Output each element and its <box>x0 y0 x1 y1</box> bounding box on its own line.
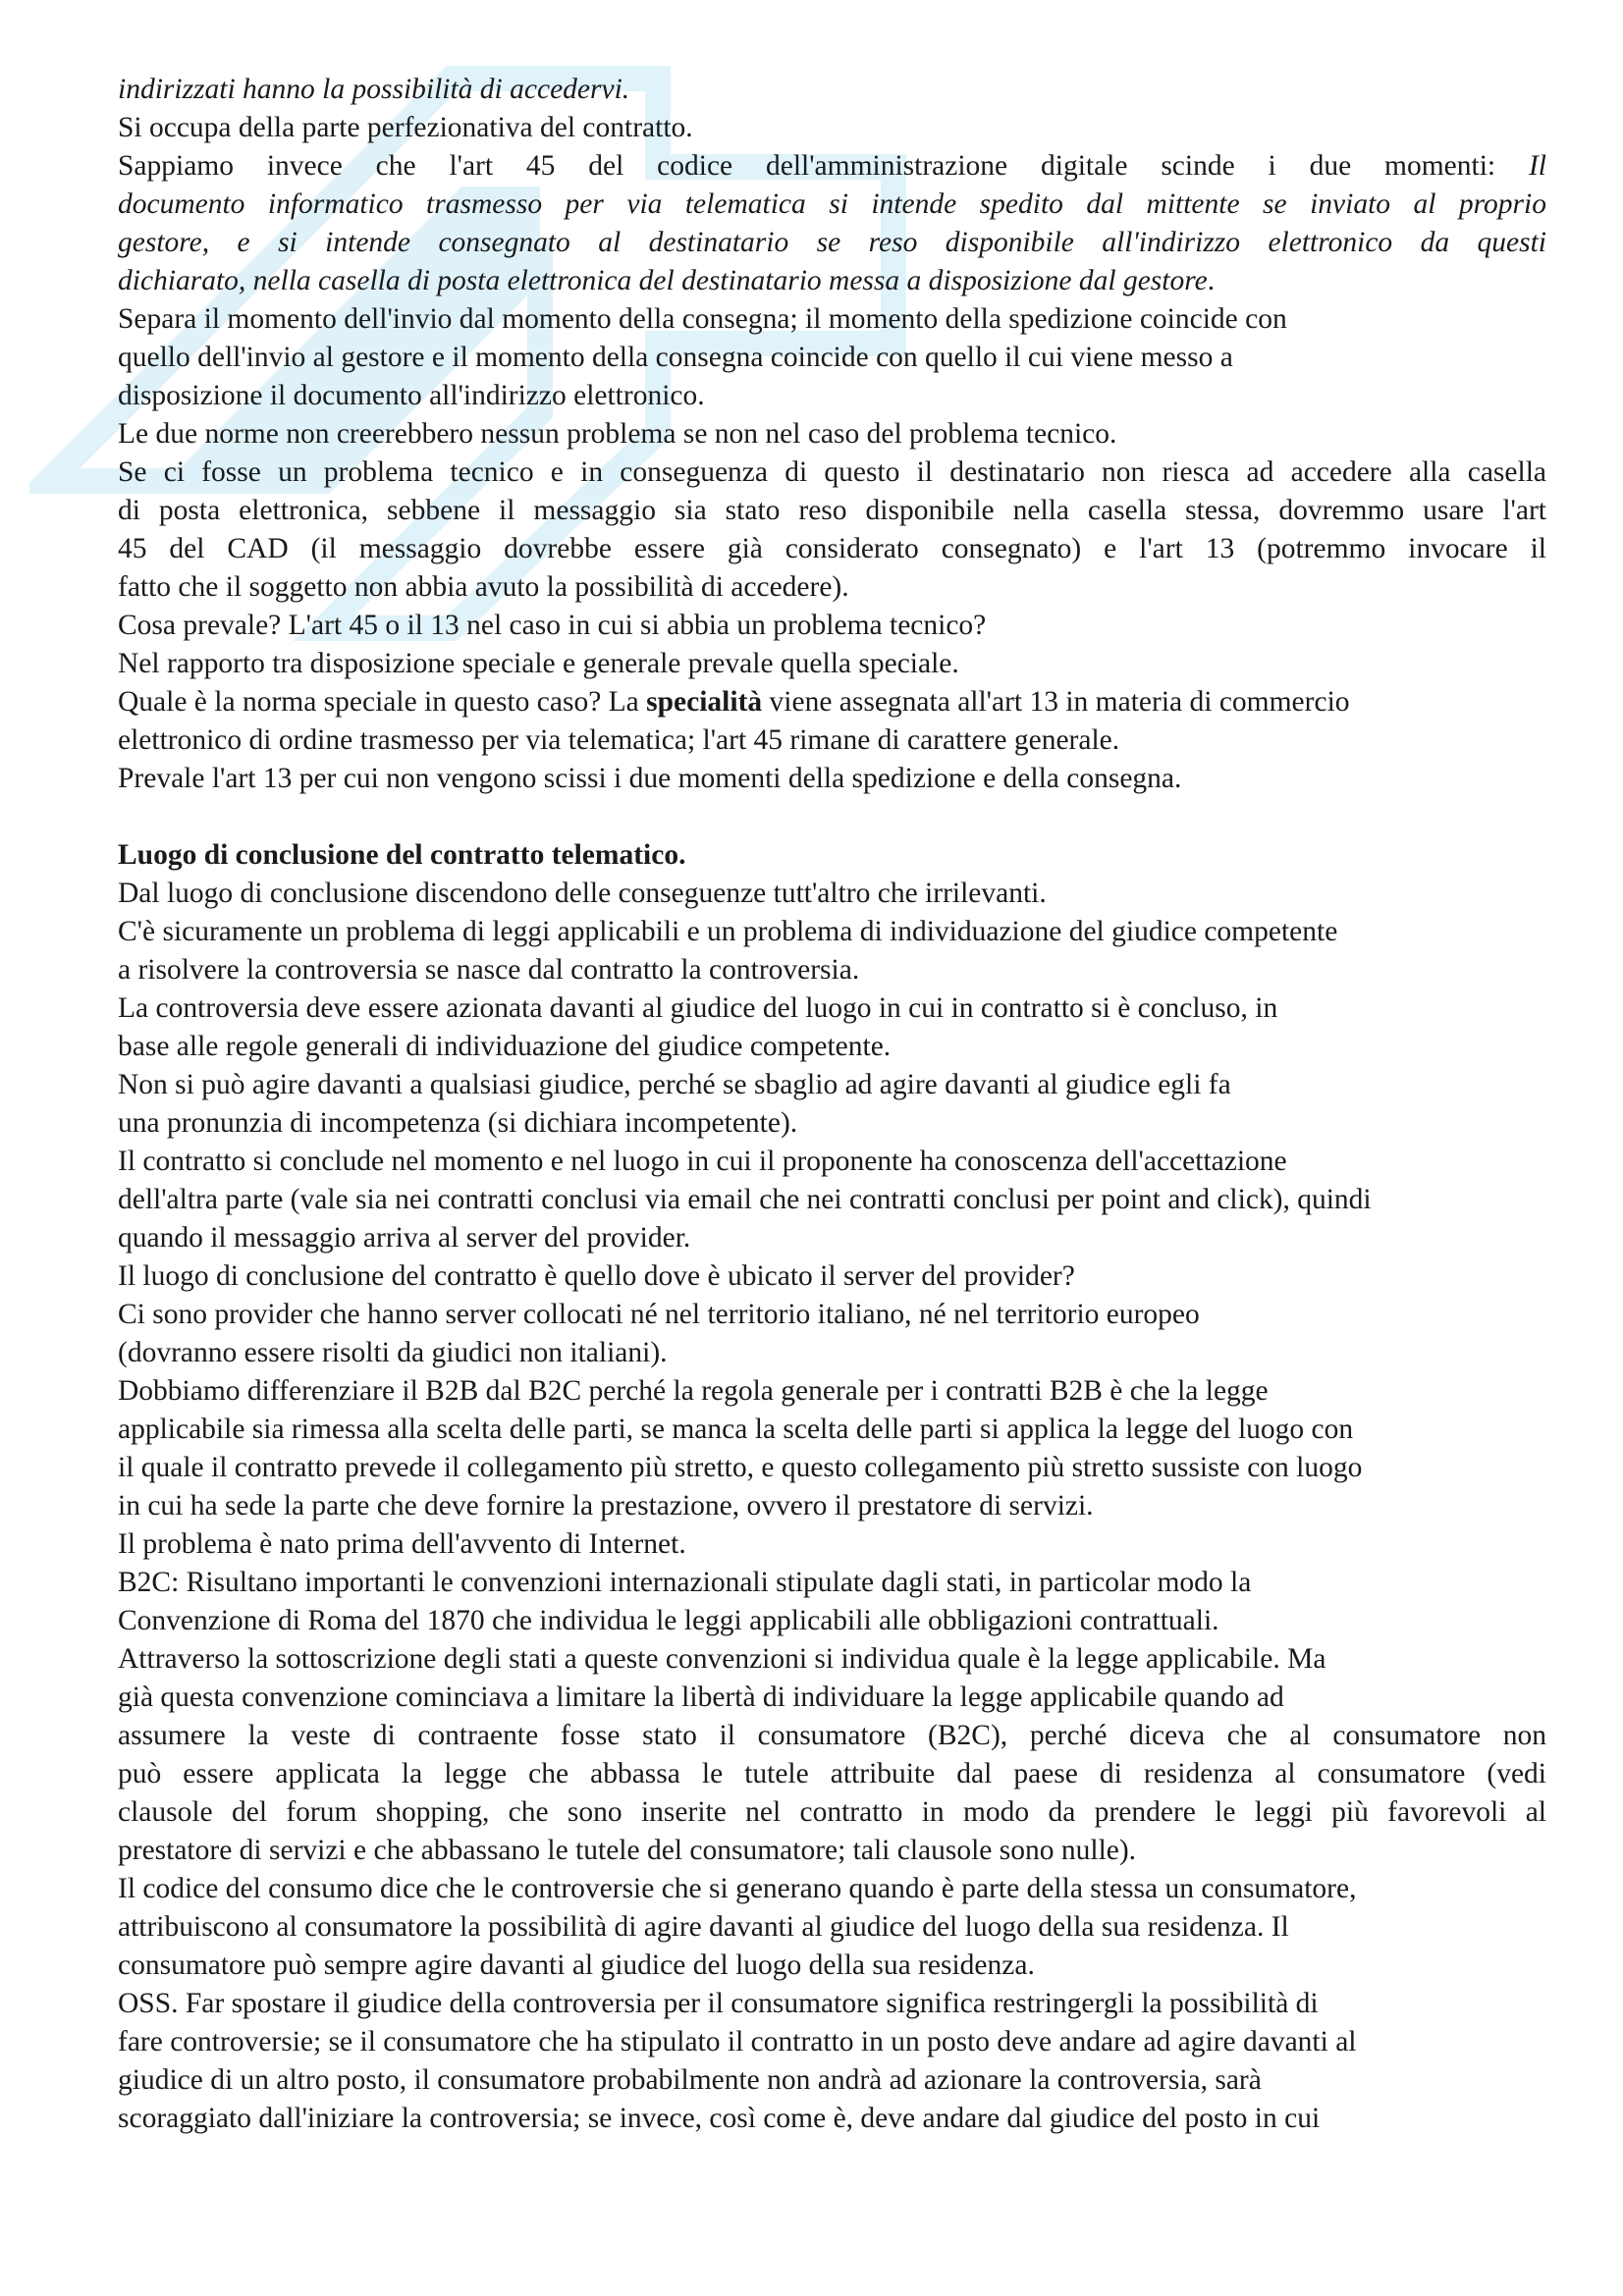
text-span: Quale è la norma speciale in questo caso? La <box>118 686 647 718</box>
text-span: Sappiamo invece che l'art 45 del codice dell'amministrazione digitale scinde i due momenti: <box>118 150 1529 182</box>
text-line: Separa il momento dell'invio dal momento della consegna; il momento della spedizione coincide con <box>118 303 1287 335</box>
text-line: Nel rapporto tra disposizione speciale e generale prevale quella speciale. <box>118 648 959 679</box>
text-line: Non si può agire davanti a qualsiasi giudice, perché se sbaglio ad agire davanti al giudice egli fa <box>118 1069 1231 1100</box>
text-line: prestatore di servizi e che abbassano le tutele del consumatore; tali clausole sono nulle). <box>118 1835 1137 1866</box>
text-line <box>118 147 1546 186</box>
text-line: Si occupa della parte perfezionativa del contratto. <box>118 112 693 143</box>
text-line: giudice di un altro posto, il consumatore probabilmente non andrà ad azionare la controversia, sarà <box>118 2064 1262 2096</box>
text-line: assumere la veste di contraente fosse stato il consumatore (B2C), perché diceva che al consumatore non <box>118 1720 1546 1751</box>
text-line: Ci sono provider che hanno server collocati né nel territorio italiano, né nel territorio europeo <box>118 1299 1200 1330</box>
text-span: specialità <box>646 686 763 718</box>
text-line: di posta elettronica, sebbene il messaggio sia stato reso disponibile nella casella stessa, dovremmo usare l'art <box>118 495 1546 526</box>
text-span: dichiarato, nella casella di posta elettronica del destinatario messa a disposizione dal gestore <box>118 265 1208 296</box>
text-line: B2C: Risultano importanti le convenzioni internazionali stipulate dagli stati, in particolar modo la <box>118 1567 1252 1598</box>
document-page <box>118 71 1546 2138</box>
text-line: Il contratto si conclude nel momento e nel luogo in cui il proponente ha conoscenza dell'accettazione <box>118 1146 1287 1177</box>
text-line: dell'altra parte (vale sia nei contratti conclusi via email che nei contratti conclusi per point and click), quindi <box>118 1184 1372 1215</box>
text-line: La controversia deve essere azionata davanti al giudice del luogo in cui in contratto si è concluso, in <box>118 992 1278 1024</box>
text-line: quando il messaggio arriva al server del provider. <box>118 1222 691 1254</box>
text-line: Il luogo di conclusione del contratto è quello dove è ubicato il server del provider? <box>118 1260 1075 1292</box>
text-line: Il codice del consumo dice che le controversie che si generano quando è parte della stessa un consumatore, <box>118 1873 1357 1904</box>
text-line: clausole del forum shopping, che sono inserite nel contratto in modo da prendere le leggi più favorevoli al <box>118 1796 1546 1828</box>
text-line: Il problema è nato prima dell'avvento di Internet. <box>118 1528 686 1560</box>
blank-line <box>118 798 1546 836</box>
text-line: gestore, e si intende consegnato al destinatario se reso disponibile all'indirizzo elettronico da questi <box>118 227 1546 258</box>
text-line <box>118 683 1546 721</box>
text-line: a risolvere la controversia se nasce dal contratto la controversia. <box>118 954 860 986</box>
text-line: disposizione il documento all'indirizzo elettronico. <box>118 380 705 411</box>
text-line: Dobbiamo differenziare il B2B dal B2C perché la regola generale per i contratti B2B è che la legge <box>118 1375 1269 1407</box>
text-line: Convenzione di Roma del 1870 che individua le leggi applicabili alle obbligazioni contrattuali. <box>118 1605 1219 1636</box>
text-line: quello dell'invio al gestore e il momento della consegna coincide con quello il cui viene messo a <box>118 342 1233 373</box>
text-line: Attraverso la sottoscrizione degli stati a queste convenzioni si individua quale è la legge applicabile. Ma <box>118 1643 1326 1675</box>
text-line: C'è sicuramente un problema di leggi applicabili e un problema di individuazione del giudice competente <box>118 916 1338 947</box>
text-line: Cosa prevale? L'art 45 o il 13 nel caso in cui si abbia un problema tecnico? <box>118 610 987 641</box>
text-line: il quale il contratto prevede il collegamento più stretto, e questo collegamento più stretto sussiste con luogo <box>118 1452 1363 1483</box>
section-heading: Luogo di conclusione del contratto telematico. <box>118 839 686 871</box>
text-line: attribuiscono al consumatore la possibilità di agire davanti al giudice del luogo della sua residenza. Il <box>118 1911 1289 1943</box>
text-line: (dovranno essere risolti da giudici non italiani). <box>118 1337 668 1368</box>
text-span: viene assegnata all'art 13 in materia di commercio <box>762 686 1350 718</box>
text-span: . <box>1207 265 1216 296</box>
text-line: indirizzati hanno la possibilità di accedervi. <box>118 74 630 105</box>
text-line <box>118 262 1546 300</box>
text-line: può essere applicata la legge che abbassa le tutele attribuite dal paese di residenza al consumatore (vedi <box>118 1758 1546 1789</box>
text-line: base alle regole generali di individuazione del giudice competente. <box>118 1031 892 1062</box>
text-line: OSS. Far spostare il giudice della controversia per il consumatore significa restringergli la possibilità di <box>118 1988 1319 2019</box>
text-line: Se ci fosse un problema tecnico e in conseguenza di questo il destinatario non riesca ad accedere alla casella <box>118 456 1546 488</box>
text-line: fatto che il soggetto non abbia avuto la possibilità di accedere). <box>118 571 849 603</box>
text-span: Il <box>1528 150 1546 182</box>
text-line: Le due norme non creerebbero nessun problema se non nel caso del problema tecnico. <box>118 418 1117 450</box>
text-line: scoraggiato dall'iniziare la controversia; se invece, così come è, deve andare dal giudice del posto in cui <box>118 2103 1321 2134</box>
text-line: documento informatico trasmesso per via telematica si intende spedito dal mittente se inviato al proprio <box>118 188 1546 220</box>
text-line: una pronunzia di incompetenza (si dichiara incompetente). <box>118 1107 798 1139</box>
text-line: consumatore può sempre agire davanti al giudice del luogo della sua residenza. <box>118 1949 1035 1981</box>
text-line: 45 del CAD (il messaggio dovrebbe essere già considerato consegnato) e l'art 13 (potremmo invocare il <box>118 533 1546 564</box>
text-line: Prevale l'art 13 per cui non vengono scissi i due momenti della spedizione e della consegna. <box>118 763 1182 794</box>
text-line: già questa convenzione cominciava a limitare la libertà di individuare la legge applicabile quando ad <box>118 1682 1284 1713</box>
text-line: Dal luogo di conclusione discendono delle conseguenze tutt'altro che irrilevanti. <box>118 878 1047 909</box>
text-line: in cui ha sede la parte che deve fornire la prestazione, ovvero il prestatore di servizi. <box>118 1490 1094 1522</box>
text-line: elettronico di ordine trasmesso per via telematica; l'art 45 rimane di carattere generale. <box>118 724 1120 756</box>
text-line: fare controversie; se il consumatore che ha stipulato il contratto in un posto deve andare ad agire davanti al <box>118 2026 1357 2057</box>
text-line: applicabile sia rimessa alla scelta delle parti, se manca la scelta delle parti si applica la legge del luogo con <box>118 1414 1354 1445</box>
